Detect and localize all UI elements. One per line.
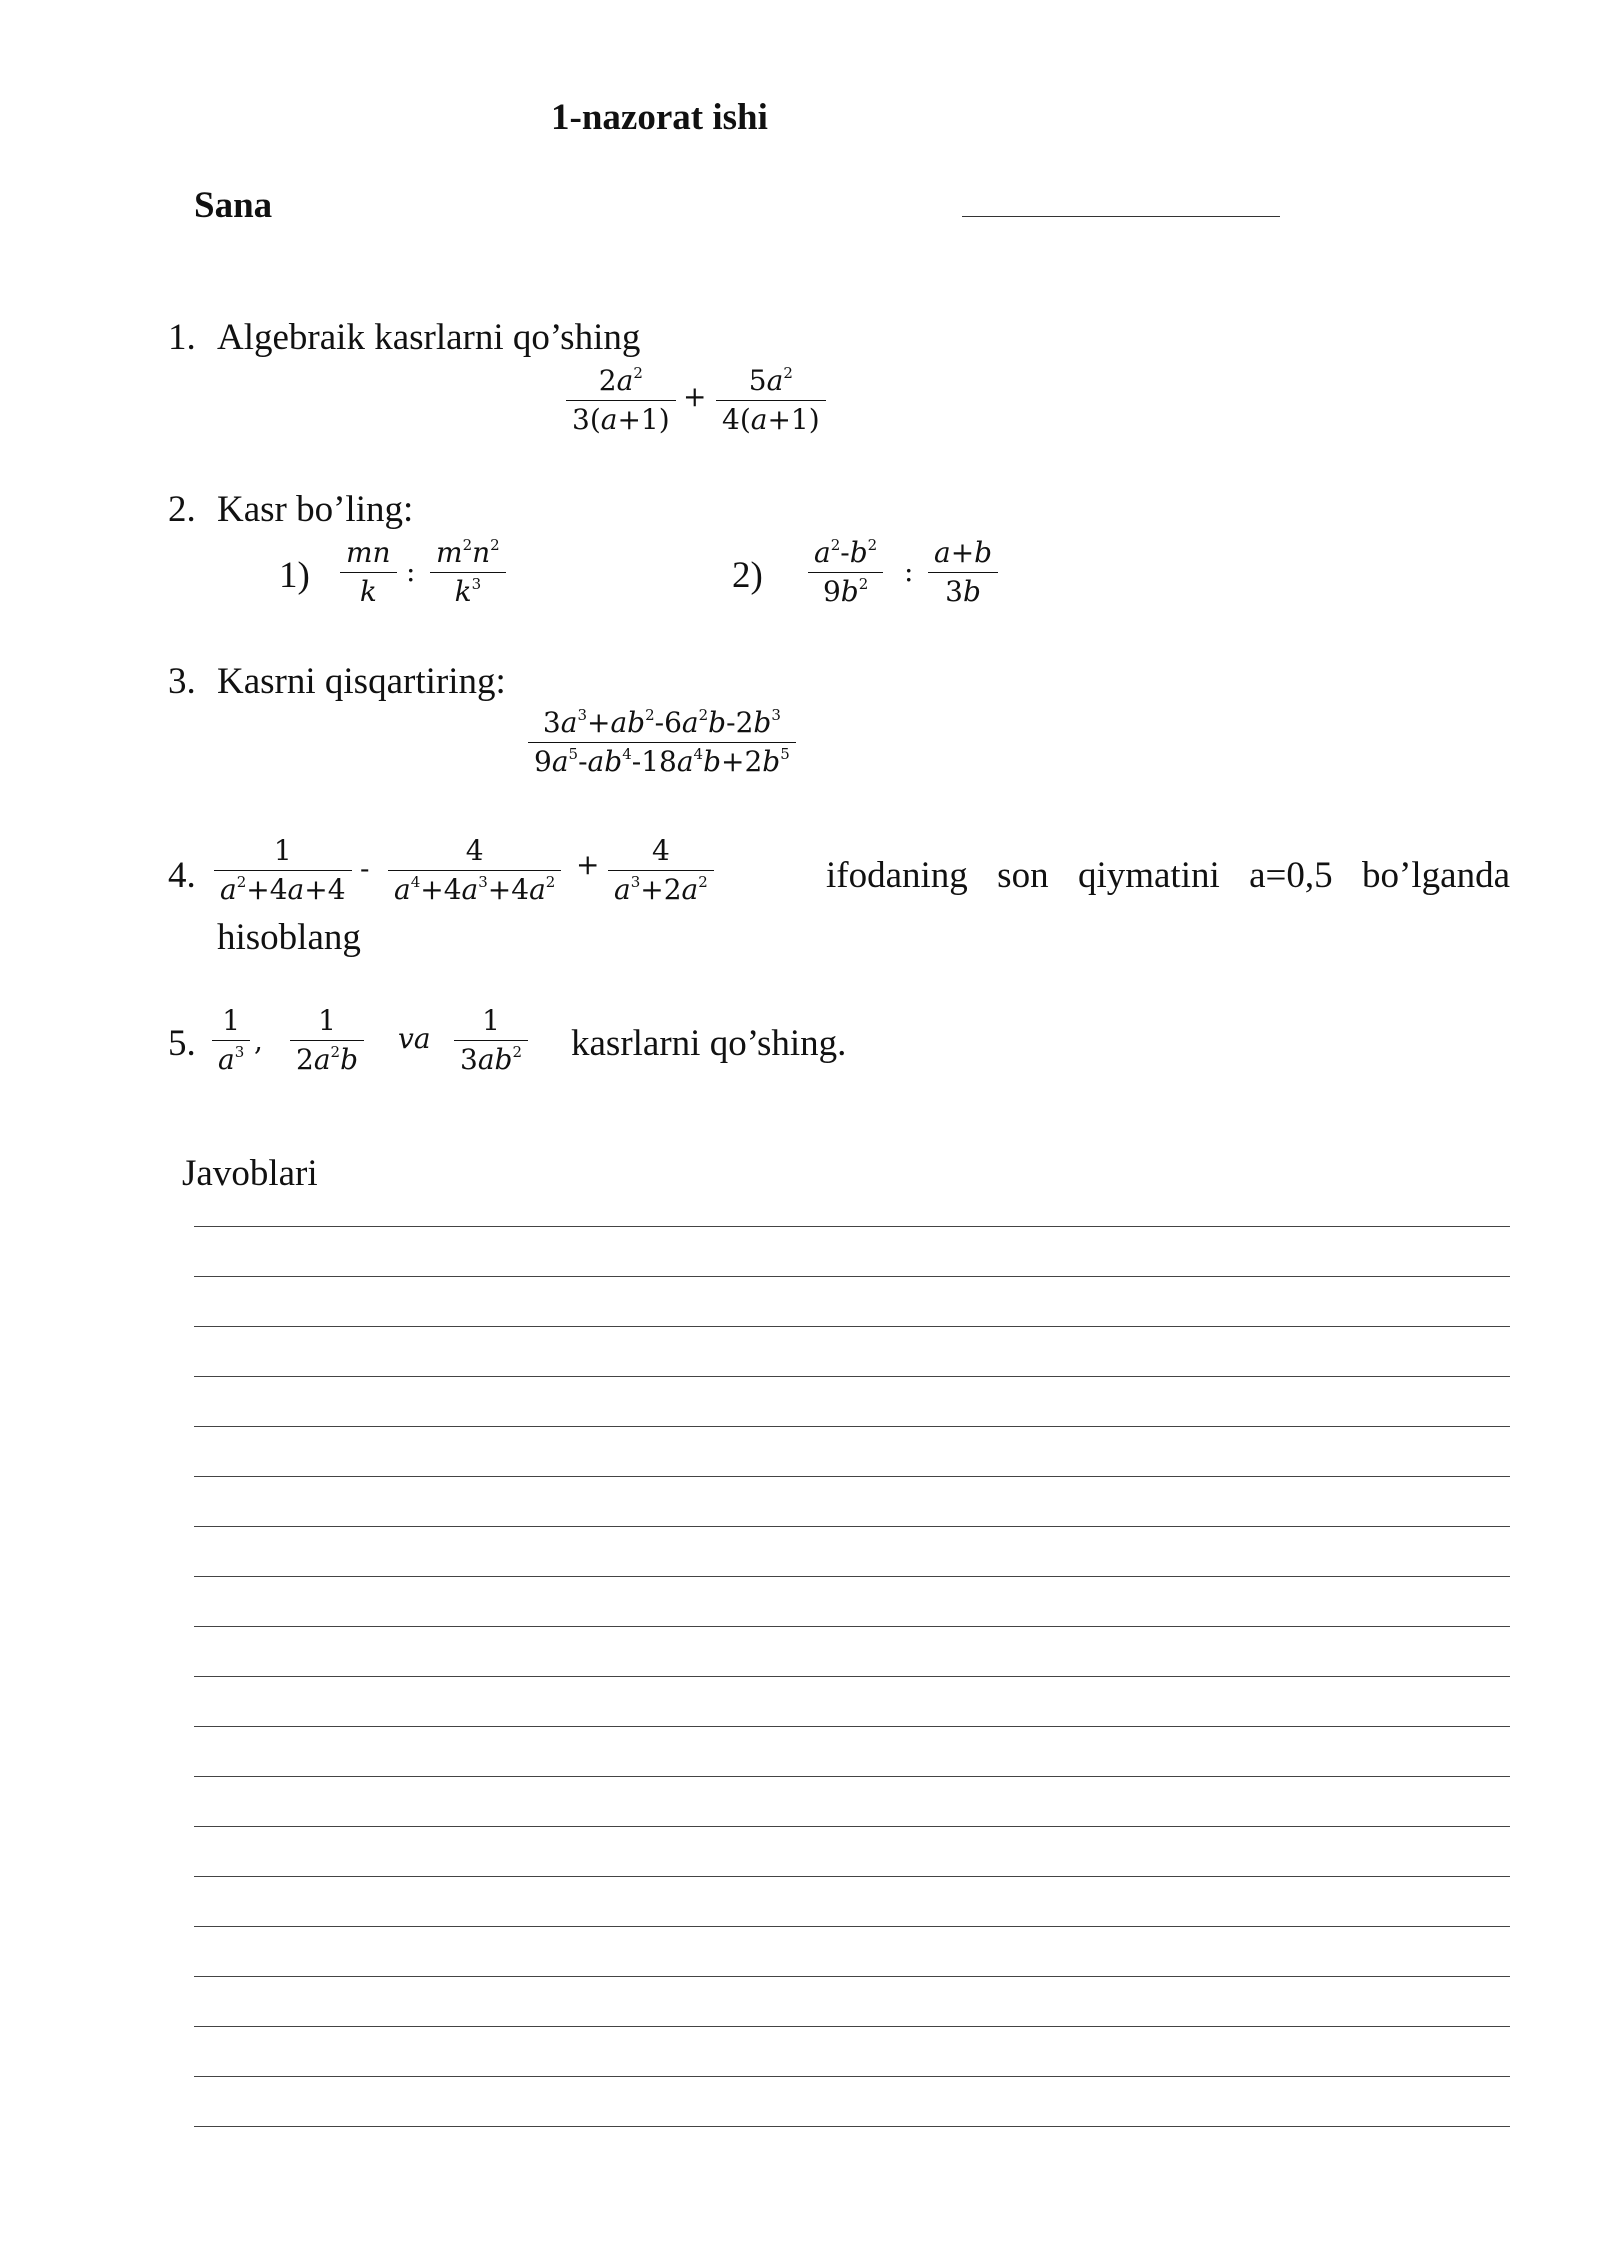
answer-line[interactable] (194, 1876, 1510, 1877)
q5-fraction-1: 1 $a^3$ (212, 1002, 250, 1079)
answer-line[interactable] (194, 1976, 1510, 1977)
q2-part2-label: 2) (732, 555, 763, 596)
q5-va: va (398, 1022, 431, 1055)
q2-part2-fraction-1: $a^2-b^2$ $9b^2$ (808, 534, 883, 611)
answer-line[interactable] (194, 2076, 1510, 2077)
date-label: Sana (194, 185, 273, 226)
q3-text: Kasrni qisqartiring: (217, 661, 506, 702)
answer-line[interactable] (194, 1426, 1510, 1427)
q4-fraction-1: 1 $a^2+4a+4$ (214, 832, 352, 909)
q4-number: 4. (168, 855, 196, 896)
q5-comma: , (254, 1024, 263, 1057)
answer-line[interactable] (194, 1376, 1510, 1377)
q5-fraction-3: 1 $3ab^2$ (454, 1002, 528, 1079)
q2-part1-label: 1) (279, 555, 310, 596)
q1-fraction-2: $5a^2$ 4(a+1) (716, 362, 826, 439)
q2-part2-fraction-2: a+b 3b (928, 534, 998, 611)
answer-line[interactable] (194, 2126, 1510, 2127)
q4-text: ifodaning son qiymatini a=0,5 bo’lganda (826, 855, 1510, 896)
q2-text: Kasr bo’ling: (217, 489, 414, 530)
answer-line[interactable] (194, 1626, 1510, 1627)
page-title: 1-nazorat ishi (551, 97, 768, 138)
q2-part1-fraction-2: $m^2n^2$ $k^3$ (430, 534, 506, 611)
q4-text-continued: hisoblang (217, 917, 361, 958)
q5-number: 5. (168, 1023, 196, 1064)
answer-line[interactable] (194, 1676, 1510, 1677)
answer-line[interactable] (194, 1526, 1510, 1527)
q4-fraction-2: 4 $a^4+4a^3+4a^2$ (388, 832, 561, 909)
q1-text: Algebraik kasrlarni qo’shing (217, 317, 641, 358)
answer-line[interactable] (194, 1576, 1510, 1577)
answer-line[interactable] (194, 1726, 1510, 1727)
q2-part2-divide: : (904, 555, 914, 588)
q2-number: 2. (168, 489, 196, 530)
answer-line[interactable] (194, 1226, 1510, 1227)
q2-part1-fraction-1: mn k (340, 534, 397, 611)
q3-number: 3. (168, 661, 196, 702)
answer-line[interactable] (194, 2026, 1510, 2027)
answer-line[interactable] (194, 1826, 1510, 1827)
q1-number: 1. (168, 317, 196, 358)
q1-fraction-1: $2a^2$ 3(a+1) (566, 362, 676, 439)
answer-line[interactable] (194, 1476, 1510, 1477)
answer-line[interactable] (194, 1326, 1510, 1327)
q1-plus-sign: + (683, 380, 707, 413)
q4-plus-sign: + (576, 848, 600, 881)
q4-fraction-3: 4 $a^3+2a^2$ (608, 832, 714, 909)
answers-label: Javoblari (182, 1153, 318, 1194)
q5-fraction-2: 1 $2a^2b$ (290, 1002, 364, 1079)
q3-fraction: $3a^3+ab^2-6a^2b-2b^3$ $9a^5-ab^4-18a^4b+2b^5$ (528, 704, 796, 781)
answer-line[interactable] (194, 1926, 1510, 1927)
answer-line[interactable] (194, 1276, 1510, 1277)
q5-text: kasrlarni qo’shing. (571, 1023, 847, 1064)
q2-part1-divide: : (406, 555, 416, 588)
answer-line[interactable] (194, 1776, 1510, 1777)
q4-minus-sign: - (360, 852, 370, 885)
date-blank-line (962, 216, 1280, 217)
